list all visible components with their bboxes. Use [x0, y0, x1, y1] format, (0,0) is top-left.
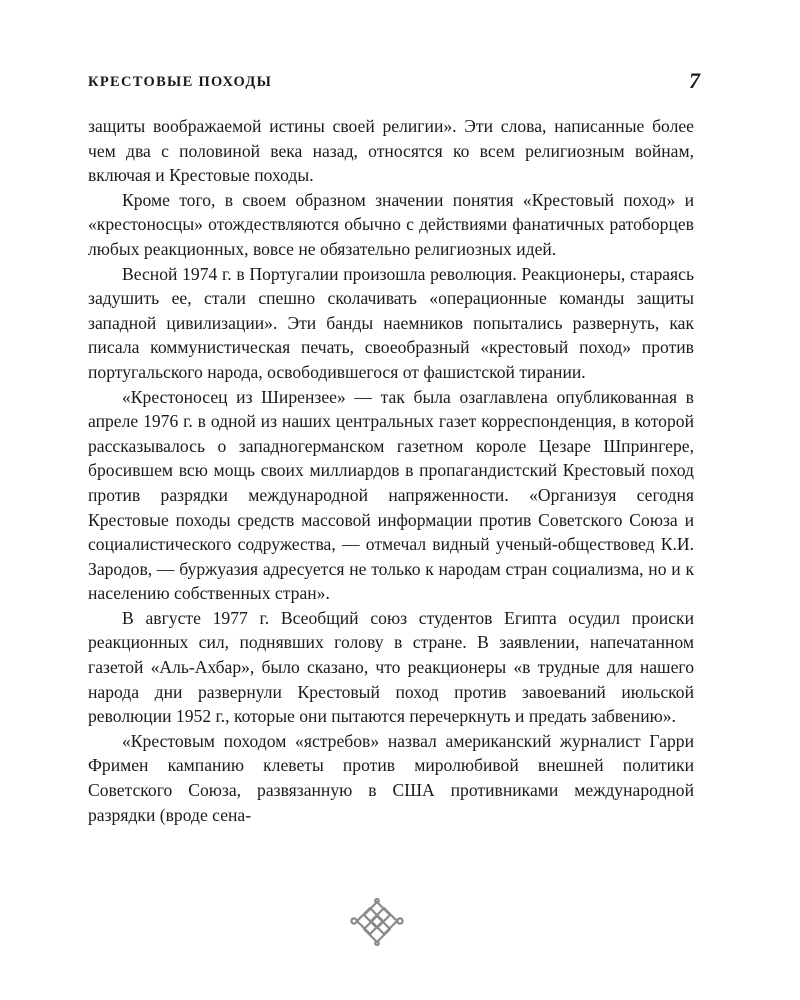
body-text — [88, 114, 694, 827]
paragraph: Весной 1974 г. в Португалии произошла революция. Реакционеры, стараясь задушить ее, стали спешно сколачивать «операционные команды защиты западной цивилизации». Эти банды наемников попытались развернуть, как писала коммунистическая печать, своеобразный «крестовый поход» против португальского народа, освободившегося от фашистской тирании. — [88, 263, 694, 382]
paragraph: защиты воображаемой истины своей религии». Эти слова, написанные более чем два с половиной века назад, относятся ко всем религиозным войнам, включая и Крестовые походы. — [88, 116, 694, 186]
paragraph: Кроме того, в своем образном значении понятия «Крестовый поход» и «крестоносцы» отождествляются обычно с действиями фанатичных ратоборцев любых реакционных, вовсе не обязательно религиозных идей. — [88, 189, 694, 259]
running-head: КРЕСТОВЫЕ ПОХОДЫ — [88, 74, 273, 90]
paragraph: В августе 1977 г. Всеобщий союз студентов Египта осудил происки реакционных сил, поднявших голову в стране. В заявлении, напечатанном газетой «Аль-Ахбар», было сказано, что реакционеры «в трудные для нашего народа дни развернули Крестовый поход против завоеваний июльской революции 1952 г., которые они пытаются перечеркнуть и предать забвению». — [88, 607, 694, 727]
page-number: 7 — [689, 68, 700, 93]
paragraph: «Крестовым походом «ястребов» назвал американский журналист Гарри Фримен кампанию клеветы против миролюбивой внешней политики Советского Союза, развязанную в США противниками международной разрядки (вроде сена- — [88, 730, 694, 825]
page-header — [88, 68, 700, 98]
celtic-knot-ornament-icon — [350, 898, 404, 946]
paragraph: «Крестоносец из Ширензее» — так была озаглавлена опубликованная в апреле 1976 г. в одной из наших центральных газет корреспонденция, в которой рассказывалось о западногерманском газетном короле Цезаре Шпрингере, бросившем всю мощь своих миллиардов в пропагандистский Крестовый поход против разрядки международной напряженности. «Организуя сегодня Крестовые походы средств массовой информации против Советского Союза и социалистического содружества, — отмечал видный ученый-обществовед К.И. Зародов, — буржуазия адресуется не только к народам стран социализма, но и к населению собственных стран». — [88, 386, 694, 604]
